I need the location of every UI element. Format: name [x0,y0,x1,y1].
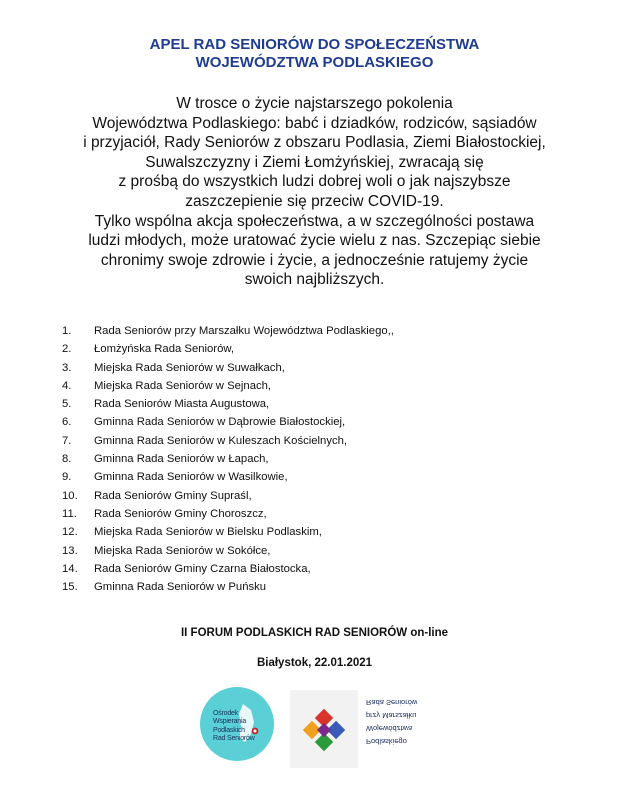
council-name: Gminna Rada Seniorów w Kuleszach Kościelnych, [94,434,348,447]
title-line-2: WOJEWÓDZTWA PODLASKIEGO [195,54,434,71]
list-number: 1. [62,325,72,337]
list-number: 7. [62,434,72,447]
rs-logo-emblem [290,690,360,770]
appeal-line: swoich najbliższych. [244,271,385,289]
council-name: Rada Seniorów Miasta Augustowa, [94,398,270,411]
list-number: 2. [62,343,72,356]
ows-logo-text [213,710,255,744]
ows-logo-line: Rad Seniorów [213,735,255,743]
appeal-line: z prośbą do wszystkich ludzi dobrej woli o jak najszybsze [118,173,511,191]
list-number: 4. [62,379,72,392]
rs-logo-line: Województwa [366,724,413,733]
rs-logo-text [366,696,417,748]
list-number: 12. [62,526,78,539]
forum-heading: II FORUM PODLASKICH RAD SENIORÓW on-line [180,627,449,639]
list-item [62,340,394,358]
list-number: 6. [62,416,72,429]
document-title [0,36,629,72]
council-name: Gminna Rada Seniorów w Dąbrowie Białostockiej, [94,416,346,429]
list-item [62,432,394,450]
list-item [62,413,394,431]
appeal-line: W trosce o życie najstarszego pokolenia [176,95,453,112]
council-name: Rada Seniorów Gminy Supraśl, [94,489,252,502]
council-name: Gminna Rada Seniorów w Puńsku [94,581,267,594]
appeal-line: Suwalszczyzny i Ziemi Łomżyńskiej, zwracają się [145,153,484,171]
councils-list [62,322,394,596]
ows-logo-line: Wspierania [213,718,247,726]
list-number: 8. [62,453,72,466]
list-number: 5. [62,398,72,411]
list-number: 14. [62,562,78,575]
ows-logo-line: Ośrodek [213,710,239,717]
council-name: Rada Seniorów Gminy Choroszcz, [94,507,267,520]
rs-logo [290,690,430,770]
rs-logo-line: Podlaskiego [366,737,407,746]
appeal-line: ludzi młodych, może uratować życie wielu z nas. Szczepiąc siebie [88,232,541,250]
list-item [62,542,394,560]
list-item [62,523,394,541]
list-number: 15. [62,581,78,594]
appeal-line: Województwa Podlaskiego: babć i dziadków, rodziców, sąsiadów [92,114,537,132]
list-item [62,395,394,413]
title-line-1: APEL RAD SENIORÓW DO SPOŁECZEŃSTWA [149,36,480,53]
list-item [62,359,394,377]
appeal-line: chronimy swoje zdrowie i życie, a jednocześnie ratujemy życie [100,251,529,269]
council-name: Rada Seniorów przy Marszałku Województwa Podlaskiego,, [94,325,394,337]
council-name: Miejska Rada Seniorów w Bielsku Podlaskim, [94,526,322,539]
council-name: Gminna Rada Seniorów w Wasilkowie, [94,471,288,484]
council-name: Gminna Rada Seniorów w Łapach, [94,453,269,466]
list-item [62,505,394,523]
list-number: 9. [62,471,72,484]
list-item [62,487,394,505]
appeal-line: Tylko wspólna akcja społeczeństwa, a w szczególności postawa [94,212,535,230]
list-item [62,560,394,578]
council-name: Rada Seniorów Gminy Czarna Białostocka, [94,562,311,575]
rs-logo-line: Rada Seniorów [366,698,418,707]
appeal-line: zaszczepienie się przeciw COVID-19. [185,192,444,210]
list-number: 11. [62,507,77,520]
appeal-line: i przyjaciół, Rady Seniorów z obszaru Podlasia, Ziemi Białostockiej, [83,134,546,152]
list-number: 3. [62,361,72,374]
list-number: 10. [62,489,78,502]
list-item [62,468,394,486]
rs-logo-line: przy Marszałku [366,711,417,720]
place-date: Białystok, 22.01.2021 [256,657,373,669]
council-name: Miejska Rada Seniorów w Sokółce, [94,544,271,557]
council-name: Łomżyńska Rada Seniorów, [94,343,235,356]
council-name: Miejska Rada Seniorów w Suwałkach, [94,361,285,374]
list-item [62,322,394,340]
list-item [62,377,394,395]
list-item [62,578,394,596]
council-name: Miejska Rada Seniorów w Sejnach, [94,379,272,392]
appeal-text [0,94,629,290]
list-item [62,450,394,468]
list-number: 13. [62,544,78,557]
ows-logo [199,686,275,762]
ows-logo-line: Podlaskich [213,726,245,734]
